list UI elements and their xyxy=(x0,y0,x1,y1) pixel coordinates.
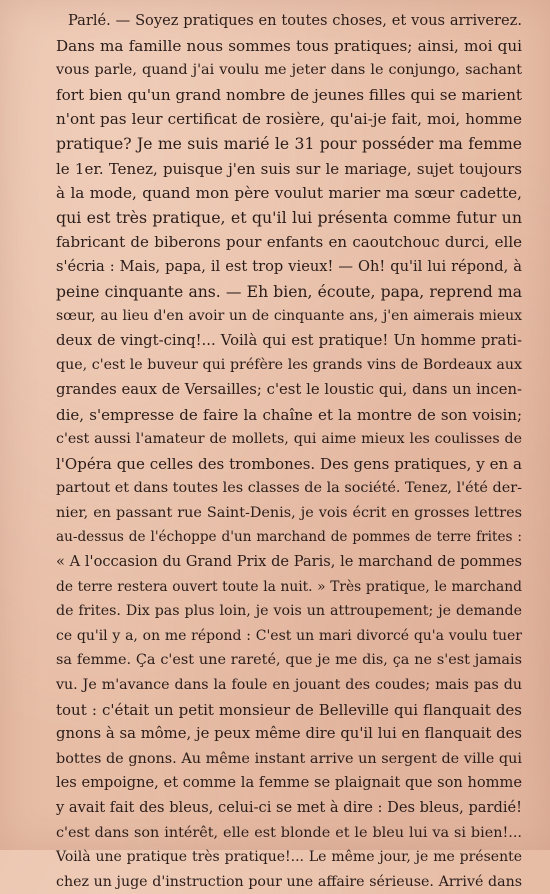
text-line: fort bien qu'un grand nombre de jeunes filles qui se marient xyxy=(56,85,522,104)
text-line: Parlé. — Soyez pratiques en toutes choses, et vous arriverez. xyxy=(68,12,522,29)
text-block xyxy=(56,9,522,894)
text-line: bottes de gnons. Au même instant arrive un sergent de ville qui xyxy=(56,750,522,767)
text-line: chez un juge d'instruction pour une affaire sérieuse. Arrivé dans xyxy=(56,873,522,890)
text-line: n'ont pas leur certificat de rosière, qu'ai-je fait, moi, homme xyxy=(56,110,522,129)
text-line: sa femme. Ça c'est une rareté, que je me dis, ça ne s'est jamais xyxy=(56,652,522,669)
text-line: « A l'occasion du Grand Prix de Paris, le marchand de pommes xyxy=(56,553,522,571)
text-line: c'est aussi l'amateur de mollets, qui aime mieux les coulisses de xyxy=(56,431,522,448)
text-line: qui est très pratique, et qu'il lui présenta comme futur un xyxy=(56,207,522,227)
text-line: de terre restera ouvert toute la nuit. » Très pratique, le marchand xyxy=(56,578,522,595)
text-line: deux de vingt-cinq!... Voilà qui est pratique! Un homme prati- xyxy=(56,331,522,349)
text-line: sœur, au lieu d'en avoir un de cinquante ans, j'en aimerais mieux xyxy=(56,308,522,325)
text-line: Voilà une pratique très pratique!... Le même jour, je me présente xyxy=(56,849,522,866)
text-line: les empoigne, et comme la femme se plaignait que son homme xyxy=(56,774,522,792)
text-line: die, s'empresse de faire la chaîne et la montre de son voisin; xyxy=(56,405,522,424)
text-line: au-dessus de l'échoppe d'un marchand de pommes de terre frites : xyxy=(56,529,522,546)
text-line: y avait fait des bleus, celui-ci se met à dire : Des bleus, pardié! xyxy=(56,799,522,816)
text-line: pratique? Je me suis marié le 31 pour posséder ma femme xyxy=(56,134,522,153)
text-line: à la mode, quand mon père voulut marier ma sœur cadette, xyxy=(56,184,522,203)
text-line: tout : c'était un petit monsieur de Belleville qui flanquait des xyxy=(56,700,522,719)
text-line: que, c'est le buveur qui préfère les grands vins de Bordeaux aux xyxy=(56,357,522,374)
text-line: partout et dans toutes les classes de la société. Tenez, l'été der- xyxy=(56,480,522,497)
text-line: nier, en passant rue Saint-Denis, je vois écrit en grosses lettres xyxy=(56,504,522,521)
text-line: de frites. Dix pas plus loin, je vois un attroupement; je demande xyxy=(56,603,522,620)
text-line: l'Opéra que celles des trombones. Des gens pratiques, y en a xyxy=(56,454,522,473)
text-line: ce qu'il y a, on me répond : C'est un mari divorcé qu'a voulu tuer xyxy=(56,627,522,644)
text-line: grandes eaux de Versailles; c'est le loustic qui, dans un incen- xyxy=(56,380,522,398)
text-line: gnons à sa môme, je peux même dire qu'il lui en flanquait des xyxy=(56,725,522,743)
text-line: c'est dans son intérêt, elle est blonde et le bleu lui va si bien!... xyxy=(56,824,522,841)
text-line: vous parle, quand j'ai voulu me jeter dans le conjungo, sachant xyxy=(56,62,522,79)
text-line: fabricant de biberons pour enfants en caoutchouc durci, elle xyxy=(56,233,522,252)
text-line: s'écria : Mais, papa, il est trop vieux! — Oh! qu'il lui répond, à xyxy=(56,257,522,275)
text-line: le 1er. Tenez, puisque j'en suis sur le mariage, sujet toujours xyxy=(56,159,522,178)
text-line: vu. Je m'avance dans la foule en jouant des coudes; mais pas du xyxy=(56,677,522,694)
text-line: peine cinquante ans. — Eh bien, écoute, papa, reprend ma xyxy=(56,282,522,301)
text-line: Dans ma famille nous sommes tous pratiques; ainsi, moi qui xyxy=(56,36,522,55)
